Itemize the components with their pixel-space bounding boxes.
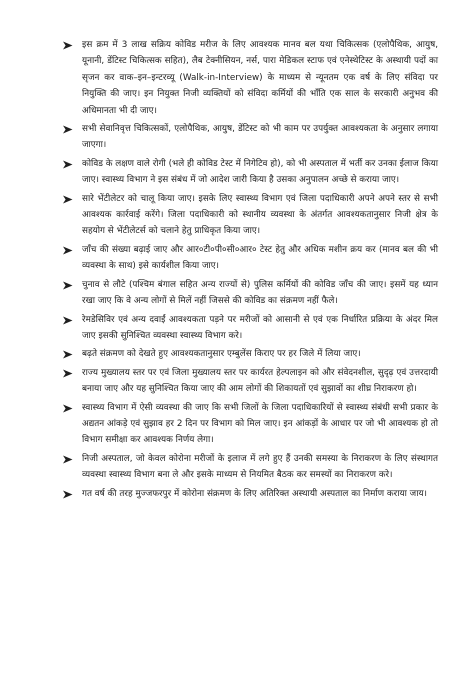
checkmark-arrow-icon: [62, 156, 74, 172]
list-item: [62, 400, 438, 449]
list-item: [62, 191, 438, 240]
list-item: [62, 156, 438, 189]
checkmark-arrow-icon: [62, 400, 74, 416]
list-item-text: चुनाव से लौटे (पश्चिम बंगाल सहित अन्य राज्यों से) पुलिस कर्मियों की कोविड जाँच की जाए। इसमें यह ध्यान रखा जाए कि वे अन्य लोगों से मिलें नहीं जिससे की कोविड का संक्रमण नहीं फैले।: [82, 279, 438, 307]
checkmark-arrow-icon: [62, 37, 74, 53]
list-item: [62, 121, 438, 154]
list-item: [62, 37, 438, 119]
list-item: [62, 486, 438, 502]
list-item-text: स्वास्थ्य विभाग में ऐसी व्यवस्था की जाए कि सभी जिलों के जिला पदाधिकारियों से स्वास्थ्य संबंधी सभी प्रकार के अद्यतन आंकड़े एवं सुझाव हर 2 दिन पर विभाग को मिल जाए। इन आंकड़ों के आधार पर जो भी आवश्यक हो तो विभाग समीक्षा कर आवश्यक निर्णय लेगा।: [82, 402, 438, 446]
checkmark-arrow-icon: [62, 242, 74, 258]
checkmark-arrow-icon: [62, 277, 74, 293]
checkmark-arrow-icon: [62, 365, 74, 381]
checkmark-arrow-icon: [62, 191, 74, 207]
checkmark-arrow-icon: [62, 312, 74, 328]
list-item-text: बढ़ते संक्रमण को देखते हुए आवश्यकतानुसार एम्बुलेंस किराए पर हर जिले में लिया जाए।: [82, 349, 361, 360]
list-item-text: गत वर्ष की तरह मुज्जफरपुर में कोरोना संक्रमण के लिए अतिरिक्त अस्थायी अस्पताल का निर्माण कराया जाय।: [82, 488, 427, 499]
list-item-text: निजी अस्पताल, जो केवल कोरोना मरीजों के इलाज में लगे हुए हैं उनकी समस्या के निराकरण के लिए संस्थागत व्यवस्था स्वास्थ्य विभाग बना ले और इसके माध्यम से नियमित बैठक कर समस्यों का निराकरण करे।: [82, 453, 438, 481]
list-item-text: राज्य मुख्यालय स्तर पर एवं जिला मुख्यालय स्तर पर कार्यरत हेल्पलाइन को और संवेदनशील, सुदृढ़ एवं उत्तरदायी बनाया जाए और यह सुनिश्चित किया जाए की आम लोगों की शिकायतों एवं सुझावों का शीघ्र निराकरण हो।: [82, 367, 438, 395]
list-item-text: इस क्रम में 3 लाख सक्रिय कोविड मरीज के लिए आवश्यक मानव बल यथा चिकित्सक (एलोपैथिक, आयुष, यूनानी, डेंटिस्ट चिकित्सक सहित), लैब टेक्नीसियन, नर्स, पारा मेडिकल स्टाफ एवं एनेस्थेटिस्ट के अस्थायी पदों का सृजन कर वाक–इन–इन्टरव्यू (Walk-in-Interview) के माध्यम से न्यूनतम एक वर्ष के लिए संविदा पर नियुक्ति की जाए। इन नियुक्त निजी व्यक्तियों को संविदा कर्मियों की भाँति एक साल के सरकारी अनुभव की अधिमानता भी दी जाए।: [82, 40, 438, 116]
list-item: [62, 277, 438, 310]
list-item-text: सभी सेवानिवृत्त चिकित्सकों, एलोपैथिक, आयुष, डेंटिस्ट को भी काम पर उपर्युक्त आवश्यकता के अनुसार लगाया जाएगा।: [82, 124, 438, 151]
list-item: [62, 365, 438, 398]
checkmark-arrow-icon: [62, 346, 74, 362]
checkmark-arrow-icon: [62, 121, 74, 137]
checkmark-arrow-icon: [62, 486, 74, 502]
list-item: [62, 242, 438, 275]
list-item-text: सारे भेंटीलेटर को चालू किया जाए। इसके लिए स्वास्थ्य विभाग एवं जिला पदाधिकारी अपने अपने स्तर से सभी आवश्यक कार्रवाई करेंगे। जिला पदाधिकारी को स्थानीय व्यवस्था के अंतर्गत आवश्यकतानुसार निजी क्षेत्र के सहयोग से भेंटीलेटर्स को चलाने हेतु प्राधिकृत किया जाए।: [82, 193, 438, 237]
list-item: [62, 451, 438, 484]
list-item: [62, 346, 438, 362]
checkmark-arrow-icon: [62, 451, 74, 467]
directive-list: [62, 37, 438, 502]
list-item: [62, 312, 438, 345]
list-item-text: कोविड के लक्षण वाले रोगी (भले ही कोविड टेस्ट में निगेटिव हो), को भी अस्पताल में भर्ती कर उनका ईलाज किया जाए। स्वास्थ्य विभाग ने इस संबंध में जो आदेश जारी किया है उसका अनुपालन अच्छे से कराया जाए।: [82, 158, 438, 186]
list-item-text: रेमडेसिविर एवं अन्य दवाईं आवश्यकता पड़ने पर मरीजों को आसानी से एवं एक निर्धारित प्रक्रिया के अंदर मिल जाए इसकी सुनिश्चित व्यवस्था स्वास्थ्य विभाग करे।: [82, 314, 438, 341]
list-item-text: जाँच की संख्या बढ़ाई जाए और आर०टी०पी०सी०आर० टेस्ट हेतु और अधिक मशीन क्रय कर (मानव बल की भी व्यवस्था के साथ) इसे कार्यशील किया जाए।: [82, 244, 438, 272]
